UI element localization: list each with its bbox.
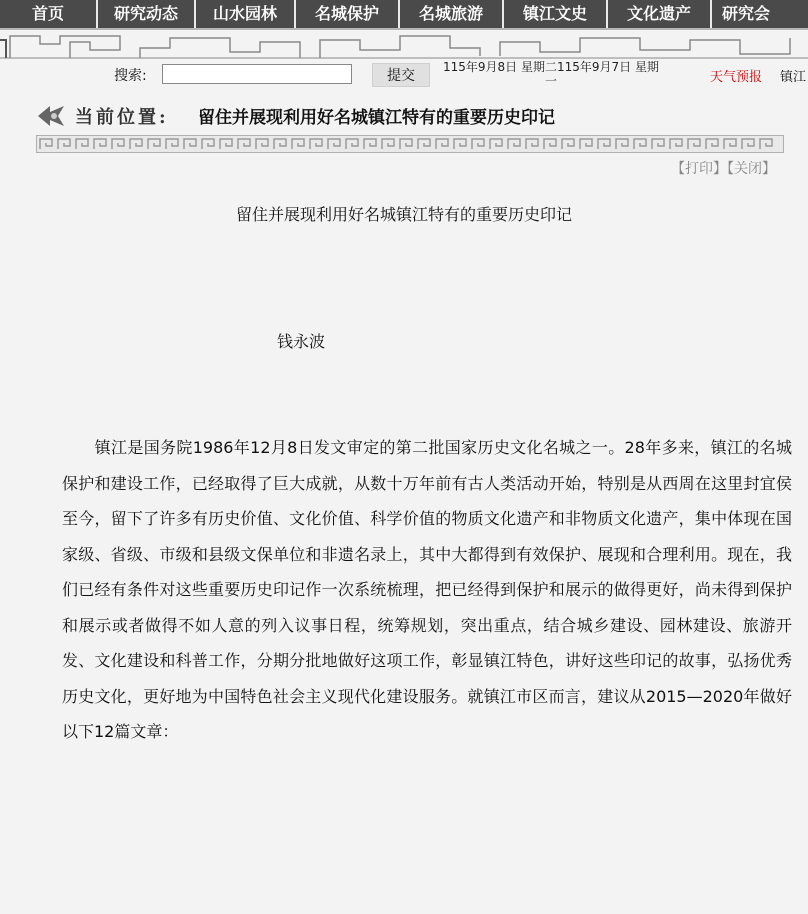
location-title: 留住并展现利用好名城镇江特有的重要历史印记 [198, 108, 555, 128]
weather-forecast-link[interactable]: 天气预报 [710, 70, 763, 85]
search-input[interactable] [162, 64, 352, 84]
article-actions [671, 158, 776, 178]
close-link[interactable]: 【关闭】 [727, 161, 776, 177]
nav-item-cultural-heritage[interactable]: 文化遗产 [608, 0, 712, 28]
city-label: 镇江 [780, 70, 807, 85]
search-label: 搜索: [114, 68, 147, 84]
fret-pattern-band [0, 28, 808, 62]
nav-item-city-protection[interactable]: 名城保护 [296, 0, 400, 28]
print-link[interactable]: 【打印】 [671, 161, 727, 177]
article-paragraph: 镇江是国务院1986年12月8日发文审定的第二批国家历史文化名城之一。28年多来，镇江的名城保护和建设工作，已经取得了巨大成就，从数十万年前有古人类活动开始，特别是从西周在这里封宜侯至今，留下了许多有历史价值、文化价值、科学价值的物质文化遗产和非物质文化遗产，集中体现在国家级、省级、市级和县级文保单位和非遗名录上，其中大都得到有效保护、展现和合理利用。现在，我们已经有条件对这些重要历史印记作一次系统梳理，把已经得到保护和展示的做得更好，尚未得到保护和展示或者做得不如人意的列入议事日程，统筹规划，突出重点，结合城乡建设、园林建设、旅游开发、文化建设和科普工作，分期分批地做好这项工作，彰显镇江特色，讲好这些印记的故事，弘扬优秀历史文化，更好地为中国特色社会主义现代化建设服务。就镇江市区而言，建议从2015—2020年做好以下12篇文章： [62, 438, 792, 741]
search-submit-button[interactable]: 提交 [372, 63, 430, 87]
location-bar [0, 96, 808, 134]
article-author: 钱永波 [277, 332, 326, 351]
nav-item-research-news[interactable]: 研究动态 [98, 0, 196, 28]
search-row [0, 62, 808, 96]
article-body [62, 430, 792, 750]
ornament-icon [36, 102, 70, 130]
fret-divider [36, 135, 784, 153]
nav-item-city-tourism[interactable]: 名城旅游 [400, 0, 504, 28]
date-text: 115年9月8日 星期二115年9月7日 星期一 [443, 60, 659, 88]
nav-item-research-society[interactable]: 研究会 [722, 4, 771, 23]
location-label: 当前位置: [75, 107, 169, 128]
article-title: 留住并展现利用好名城镇江特有的重要历史印记 [235, 205, 572, 224]
nav-item-landscape-gardens[interactable]: 山水园林 [196, 0, 296, 28]
nav-item-home[interactable]: 首页 [0, 0, 98, 28]
nav-item-zhenjiang-history[interactable]: 镇江文史 [504, 0, 608, 28]
top-nav [0, 0, 808, 28]
